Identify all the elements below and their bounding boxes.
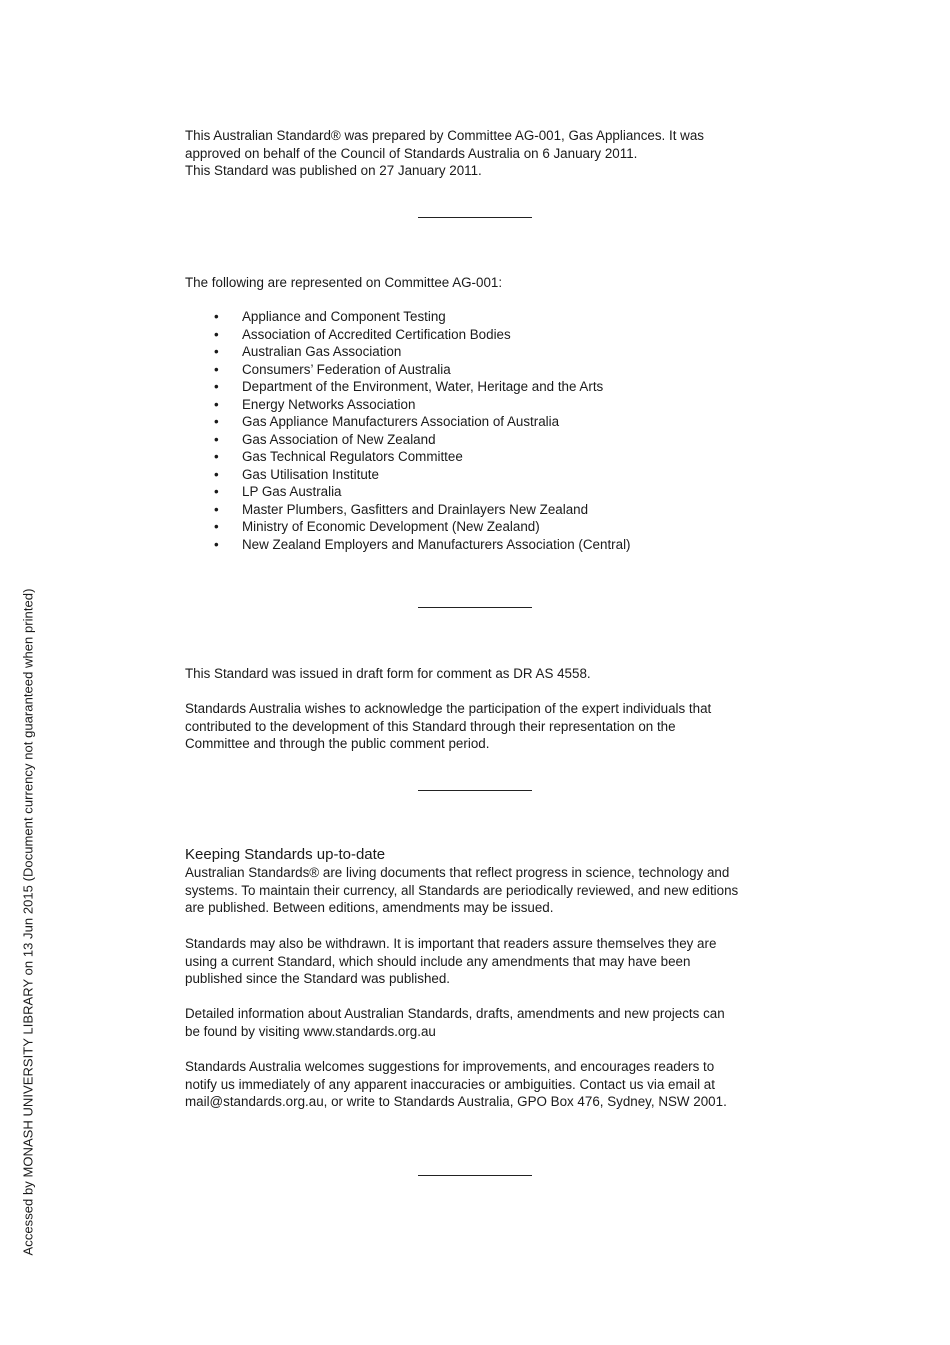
list-item xyxy=(185,396,785,414)
list-item xyxy=(185,536,785,554)
committee-intro: The following are represented on Committee AG-001: xyxy=(185,275,503,290)
member-name: Master Plumbers, Gasfitters and Drainlayers New Zealand xyxy=(242,501,589,517)
acknowledgement-line-3: Committee and through the public comment period. xyxy=(185,736,490,751)
member-name: New Zealand Employers and Manufacturers Association (Central) xyxy=(242,536,631,552)
uptodate-p1-line-1: Australian Standards® are living documents that reflect progress in science, technology and xyxy=(185,865,730,880)
bullet-point: • xyxy=(214,501,219,517)
contact-paragraph xyxy=(185,1058,785,1111)
access-watermark: Accessed by MONASH UNIVERSITY LIBRARY on 13 Jun 2015 (Document currency not guaranteed when printed) xyxy=(20,588,36,1256)
list-item xyxy=(185,431,785,449)
bullet-point: • xyxy=(214,379,219,394)
list-item xyxy=(185,501,785,519)
bullet-point: • xyxy=(214,326,219,342)
information-paragraph xyxy=(185,1005,785,1040)
section-heading: Keeping Standards up-to-date xyxy=(185,846,386,863)
uptodate-p4-line-2: notify us immediately of any apparent inaccuracies or ambiguities. Contact us via email at xyxy=(185,1076,715,1092)
uptodate-p1-line-3: are published. Between editions, amendments may be issued. xyxy=(185,900,554,915)
acknowledgement xyxy=(185,700,785,753)
list-item xyxy=(185,466,785,484)
uptodate-p4-line-1: Standards Australia welcomes suggestions for improvements, and encourages readers to xyxy=(185,1059,715,1074)
member-name: Gas Utilisation Institute xyxy=(242,466,379,482)
bullet-point: • xyxy=(214,484,219,499)
list-item xyxy=(185,518,785,536)
member-name: Ministry of Economic Development (New Zealand) xyxy=(242,519,540,534)
bullet-point: • xyxy=(214,361,219,377)
uptodate-p3-line-2: be found by visiting www.standards.org.au xyxy=(185,1023,436,1039)
bullet-point: • xyxy=(214,431,219,447)
section-divider-2 xyxy=(418,607,532,608)
uptodate-p4-line-3: mail@standards.org.au, or write to Standards Australia, GPO Box 476, Sydney, NSW 2001. xyxy=(185,1094,727,1109)
draft-issued: This Standard was issued in draft form for comment as DR AS 4558. xyxy=(185,666,591,681)
withdrawal-paragraph xyxy=(185,935,785,988)
committee-member-list xyxy=(185,308,785,553)
uptodate-p2-line-1: Standards may also be withdrawn. It is important that readers assure themselves they are xyxy=(185,936,717,951)
preparation-line-1: This Australian Standard® was prepared by Committee AG-001, Gas Appliances. It was xyxy=(185,128,704,143)
list-item xyxy=(185,308,785,326)
section-divider-1 xyxy=(418,217,532,218)
member-name: Association of Accredited Certification Bodies xyxy=(242,326,511,342)
uptodate-p2-line-3: published since the Standard was published. xyxy=(185,971,451,986)
list-item xyxy=(185,483,785,501)
bullet-point: • xyxy=(214,449,219,464)
member-name: Energy Networks Association xyxy=(242,396,416,412)
member-name: Appliance and Component Testing xyxy=(242,309,446,324)
section-divider-3 xyxy=(418,790,532,791)
member-name: Gas Technical Regulators Committee xyxy=(242,449,463,464)
uptodate-section xyxy=(185,846,785,917)
list-item xyxy=(185,361,785,379)
bullet-point: • xyxy=(214,309,219,324)
list-item xyxy=(185,413,785,431)
uptodate-p2-line-2: using a current Standard, which should include any amendments that may have been xyxy=(185,953,691,969)
member-name: Department of the Environment, Water, Heritage and the Arts xyxy=(242,379,604,394)
bullet-point: • xyxy=(214,466,219,482)
bullet-point: • xyxy=(214,396,219,412)
member-name: Australian Gas Association xyxy=(242,344,402,359)
section-divider-4 xyxy=(418,1175,532,1176)
acknowledgement-line-2: contributed to the development of this Standard through their representation on the xyxy=(185,718,676,734)
member-name: Consumers’ Federation of Australia xyxy=(242,361,451,377)
list-item xyxy=(185,343,785,361)
bullet-point: • xyxy=(214,344,219,359)
bullet-point: • xyxy=(214,536,219,552)
preparation-line-2: approved on behalf of the Council of Standards Australia on 6 January 2011. xyxy=(185,145,638,161)
uptodate-p1-line-2: systems. To maintain their currency, all Standards are periodically reviewed, and new editions xyxy=(185,882,739,898)
bullet-point: • xyxy=(214,414,219,429)
member-name: Gas Appliance Manufacturers Association of Australia xyxy=(242,414,560,429)
bullet-point: • xyxy=(214,519,219,534)
preparation-notice xyxy=(185,127,785,180)
list-item xyxy=(185,378,785,396)
member-name: LP Gas Australia xyxy=(242,484,342,499)
acknowledgement-line-1: Standards Australia wishes to acknowledge the participation of the expert individuals that xyxy=(185,701,712,716)
list-item xyxy=(185,326,785,344)
uptodate-p3-line-1: Detailed information about Australian Standards, drafts, amendments and new projects can xyxy=(185,1006,725,1021)
member-name: Gas Association of New Zealand xyxy=(242,431,436,447)
preparation-line-3: This Standard was published on 27 January 2011. xyxy=(185,163,482,178)
list-item xyxy=(185,448,785,466)
